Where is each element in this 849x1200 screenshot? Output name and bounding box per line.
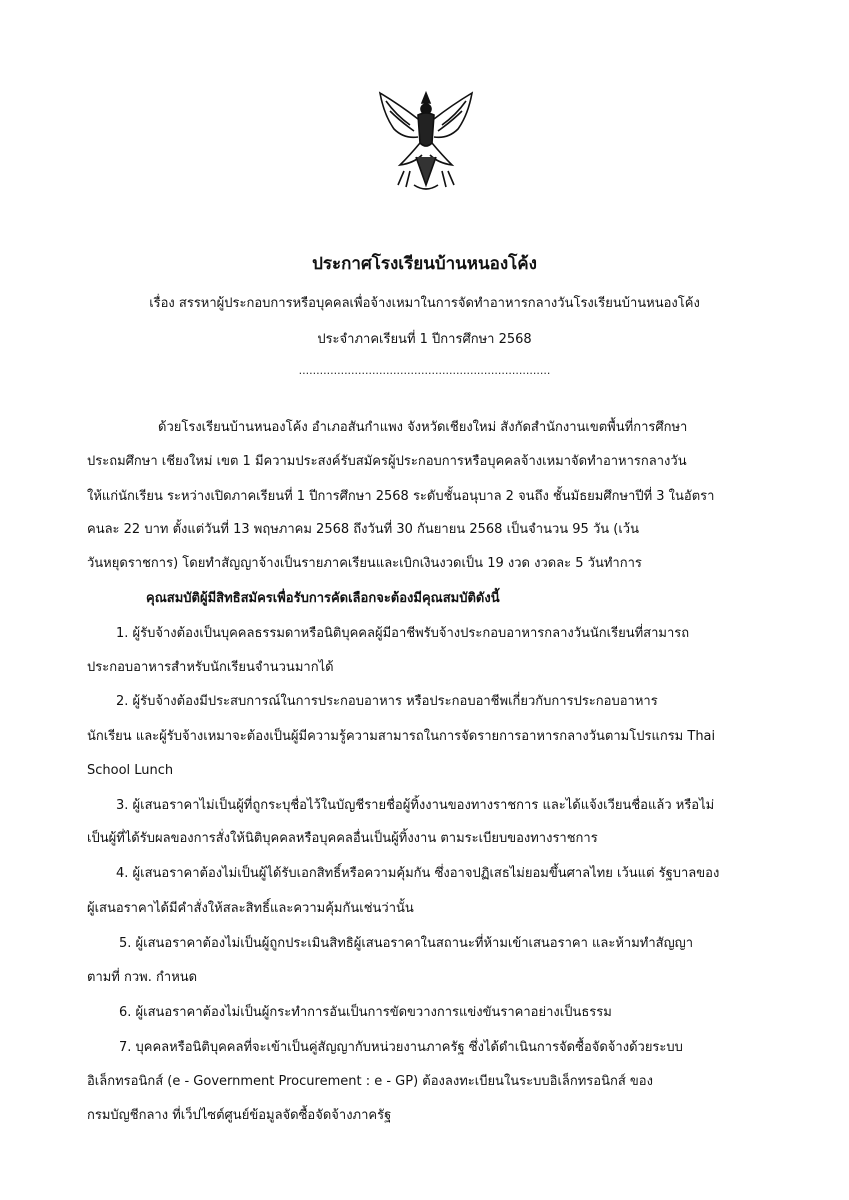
item-3-line-2: เป็นผู้ที่ได้รับผลของการสั่งให้นิติบุคคลหรือบุคคลอื่นเป็นผู้ทิ้งงาน ตามระเบียบของทางราชการ [87, 831, 598, 846]
item-7-line-3: กรมบัญชีกลาง ที่เว็ปไซต์ศูนย์ข้อมูลจัดซื้อจัดจ้างภาครัฐ [87, 1108, 392, 1123]
item-7-line-1: 7. บุคคลหรือนิติบุคคลที่จะเข้าเป็นคู่สัญญากับหน่วยงานภาครัฐ ซึ่งได้ดำเนินการจัดซื้อจัดจ้างด้วยระบบ [119, 1040, 683, 1055]
item-1-line-2: ประกอบอาหารสำหรับนักเรียนจำนวนมากได้ [87, 660, 334, 675]
item-6-line-1: 6. ผู้เสนอราคาต้องไม่เป็นผู้กระทำการอันเป็นการขัดขวางการแข่งขันราคาอย่างเป็นธรรม [119, 1005, 612, 1020]
announcement-title: ประกาศโรงเรียนบ้านหนองโค้ง [312, 254, 537, 274]
item-2-line-3: School Lunch [87, 763, 174, 778]
item-2-line-1: 2. ผู้รับจ้างต้องมีประสบการณ์ในการประกอบอาหาร หรือประกอบอาชีพเกี่ยวกับการประกอบอาหาร [116, 694, 658, 709]
item-4-line-1: 4. ผู้เสนอราคาต้องไม่เป็นผู้ได้รับเอกสิทธิ์หรือความคุ้มกัน ซึ่งอาจปฏิเสธไม่ยอมขึ้นศาลไทย เว้นแต่ รัฐบาลของ [116, 866, 720, 881]
item-5-line-2: ตามที่ กวพ. กำหนด [87, 970, 198, 985]
announcement-subject: เรื่อง สรรหาผู้ประกอบการหรือบุคคลเพื่อจ้างเหมาในการจัดทำอาหารกลางวันโรงเรียนบ้านหนองโค้ง [149, 296, 700, 311]
item-4-line-2: ผู้เสนอราคาได้มีคำสั่งให้สละสิทธิ์และความคุ้มกันเช่นว่านั้น [87, 901, 414, 916]
item-3-line-1: 3. ผู้เสนอราคาไม่เป็นผู้ที่ถูกระบุชื่อไว้ในบัญชีรายชื่อผู้ทิ้งงานของทางราชการ และได้แจ้งเวียนชื่อแล้ว หรือไม่ [116, 798, 715, 813]
item-7-line-2: อิเล็กทรอนิกส์ (e - Government Procurement : e - GP) ต้องลงทะเบียนในระบบอิเล็กทรอนิกส์ ของ [87, 1074, 653, 1089]
intro-line-5: วันหยุดราชการ) โดยทำสัญญาจ้างเป็นรายภาคเรียนและเบิกเงินงวดเป็น 19 งวด งวดละ 5 วันทำการ [87, 556, 642, 571]
intro-line-3: ให้แก่นักเรียน ระหว่างเปิดภาคเรียนที่ 1 ปีการศึกษา 2568 ระดับชั้นอนุบาล 2 จนถึง ชั้นมัธยมศึกษาปีที่ 3 ในอัตรา [87, 489, 715, 504]
intro-line-1: ด้วยโรงเรียนบ้านหนองโค้ง อำเภอสันกำแพง จังหวัดเชียงใหม่ สังกัดสำนักงานเขตพื้นที่การศึกษา [158, 420, 688, 435]
dotted-separator: ........................................................................ [298, 364, 551, 377]
announcement-term: ประจำภาคเรียนที่ 1 ปีการศึกษา 2568 [317, 332, 532, 347]
item-5-line-1: 5. ผู้เสนอราคาต้องไม่เป็นผู้ถูกประเมินสิทธิผู้เสนอราคาในสถานะที่ห้ามเข้าเสนอราคา และห้ามทำสัญญา [119, 936, 694, 951]
qualification-heading: คุณสมบัติผู้มีสิทธิสมัครเพื่อรับการคัดเลือกจะต้องมีคุณสมบัติดังนี้ [146, 591, 500, 606]
item-1-line-1: 1. ผู้รับจ้างต้องเป็นบุคคลธรรมดาหรือนิติบุคคลผู้มีอาชีพรับจ้างประกอบอาหารกลางวันนักเรียนที่สามารถ [116, 626, 690, 641]
intro-line-2: ประถมศึกษา เชียงใหม่ เขต 1 มีความประสงค์รับสมัครผู้ประกอบการหรือบุคคลจ้างเหมาจัดทำอาหารกลางวัน [87, 454, 687, 469]
item-2-line-2: นักเรียน และผู้รับจ้างเหมาจะต้องเป็นผู้มีความรู้ความสามารถในการจัดรายการอาหารกลางวันตามโปรแกรม Thai [87, 729, 716, 744]
intro-line-4: คนละ 22 บาท ตั้งแต่วันที่ 13 พฤษภาคม 2568 ถึงวันที่ 30 กันยายน 2568 เป็นจำนวน 95 วัน (เว้น [87, 522, 639, 537]
garuda-emblem [370, 85, 482, 197]
